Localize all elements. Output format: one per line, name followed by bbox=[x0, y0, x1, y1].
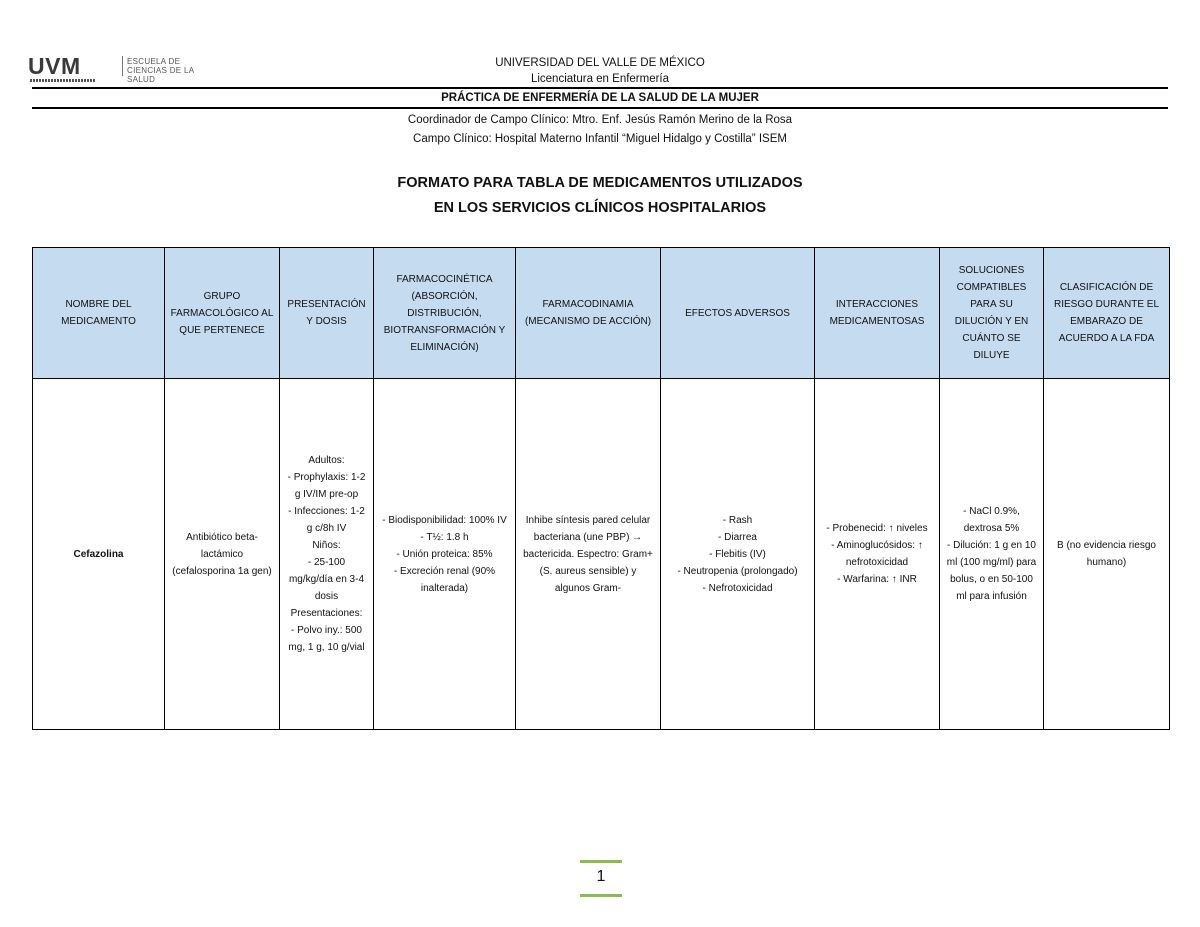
cell-fda: B (no evidencia riesgo humano) bbox=[1044, 379, 1170, 730]
page-number-bar-bottom bbox=[580, 894, 622, 897]
header-farmacocinetica: FARMACOCINÉTICA (ABSORCIÓN, DISTRIBUCIÓN, BIOTRANSFORMACIÓN Y ELIMINACIÓN) bbox=[374, 248, 516, 379]
logo-mark: UVM bbox=[28, 53, 81, 79]
table-header-row bbox=[33, 248, 1170, 379]
coordinator-line: Coordinador de Campo Clínico: Mtro. Enf. Jesús Ramón Merino de la Rosa bbox=[407, 114, 793, 126]
header-farmacodinamia: FARMACODINAMIA (MECANISMO DE ACCIÓN) bbox=[516, 248, 661, 379]
cell-interacciones: - Probenecid: ↑ niveles - Aminoglucósidos: ↑ nefrotoxicidad - Warfarina: ↑ INR bbox=[815, 379, 940, 730]
uvm-logo bbox=[28, 54, 198, 84]
cell-farmacocinetica: - Biodisponibilidad: 100% IV - T½: 1.8 h - Unión proteica: 85% - Excreción renal (90% inalterada) bbox=[374, 379, 516, 730]
header-rule-bottom bbox=[32, 107, 1168, 109]
cell-grupo: Antibiótico beta-lactámico (cefalosporina 1a gen) bbox=[165, 379, 280, 730]
table-row bbox=[33, 379, 1170, 730]
cell-nombre: Cefazolina bbox=[33, 379, 165, 730]
header-fda: CLASIFICACIÓN DE RIESGO DURANTE EL EMBARAZO DE ACUERDO A LA FDA bbox=[1044, 248, 1170, 379]
logo-underline bbox=[30, 79, 96, 82]
medications-table bbox=[32, 247, 1170, 730]
logo-text-line2: CIENCIAS DE LA SALUD bbox=[127, 66, 194, 84]
logo-text-line1: ESCUELA DE bbox=[127, 57, 181, 66]
page-number-bar-top bbox=[580, 860, 622, 863]
practice-name: PRÁCTICA DE ENFERMERÍA DE LA SALUD DE LA MUJER bbox=[441, 92, 759, 104]
header-interacciones: INTERACCIONES MEDICAMENTOSAS bbox=[815, 248, 940, 379]
university-name: UNIVERSIDAD DEL VALLE DE MÉXICO bbox=[495, 57, 705, 69]
logo-text bbox=[127, 57, 198, 84]
program-name: Licenciatura en Enfermería bbox=[530, 73, 670, 85]
header-rule-top bbox=[32, 87, 1168, 89]
cell-presentacion: Adultos: - Prophylaxis: 1-2 g IV/IM pre-op - Infecciones: 1-2 g c/8h IV Niños: - 25-100 mg/kg/día en 3-4 dosis Presentaciones: - Polvo iny.: 500 mg, 1 g, 10 g/vial bbox=[280, 379, 374, 730]
header-grupo: GRUPO FARMACOLÓGICO AL QUE PERTENECE bbox=[165, 248, 280, 379]
header-nombre: NOMBRE DEL MEDICAMENTO bbox=[33, 248, 165, 379]
header-soluciones: SOLUCIONES COMPATIBLES PARA SU DILUCIÓN Y EN CUÁNTO SE DILUYE bbox=[940, 248, 1044, 379]
header-efectos: EFECTOS ADVERSOS bbox=[661, 248, 815, 379]
page-number bbox=[580, 860, 622, 898]
campus-line: Campo Clínico: Hospital Materno Infantil “Miguel Hidalgo y Costilla” ISEM bbox=[413, 133, 787, 145]
cell-farmacodinamia: Inhibe síntesis pared celular bacteriana (une PBP) → bactericida. Espectro: Gram+ (S. aureus sensible) y algunos Gram- bbox=[516, 379, 661, 730]
document-title-line2: EN LOS SERVICIOS CLÍNICOS HOSPITALARIOS bbox=[433, 200, 767, 216]
header-presentacion: PRESENTACIÓN Y DOSIS bbox=[280, 248, 374, 379]
document-title-line1: FORMATO PARA TABLA DE MEDICAMENTOS UTILIZADOS bbox=[397, 175, 803, 191]
cell-efectos: - Rash - Diarrea - Flebitis (IV) - Neutropenia (prolongado) - Nefrotoxicidad bbox=[661, 379, 815, 730]
logo-divider bbox=[122, 56, 123, 76]
page-number-text: 1 bbox=[596, 868, 606, 885]
cell-soluciones: - NaCl 0.9%, dextrosa 5% - Dilución: 1 g en 10 ml (100 mg/ml) para bolus, o en 50-100 ml para infusión bbox=[940, 379, 1044, 730]
